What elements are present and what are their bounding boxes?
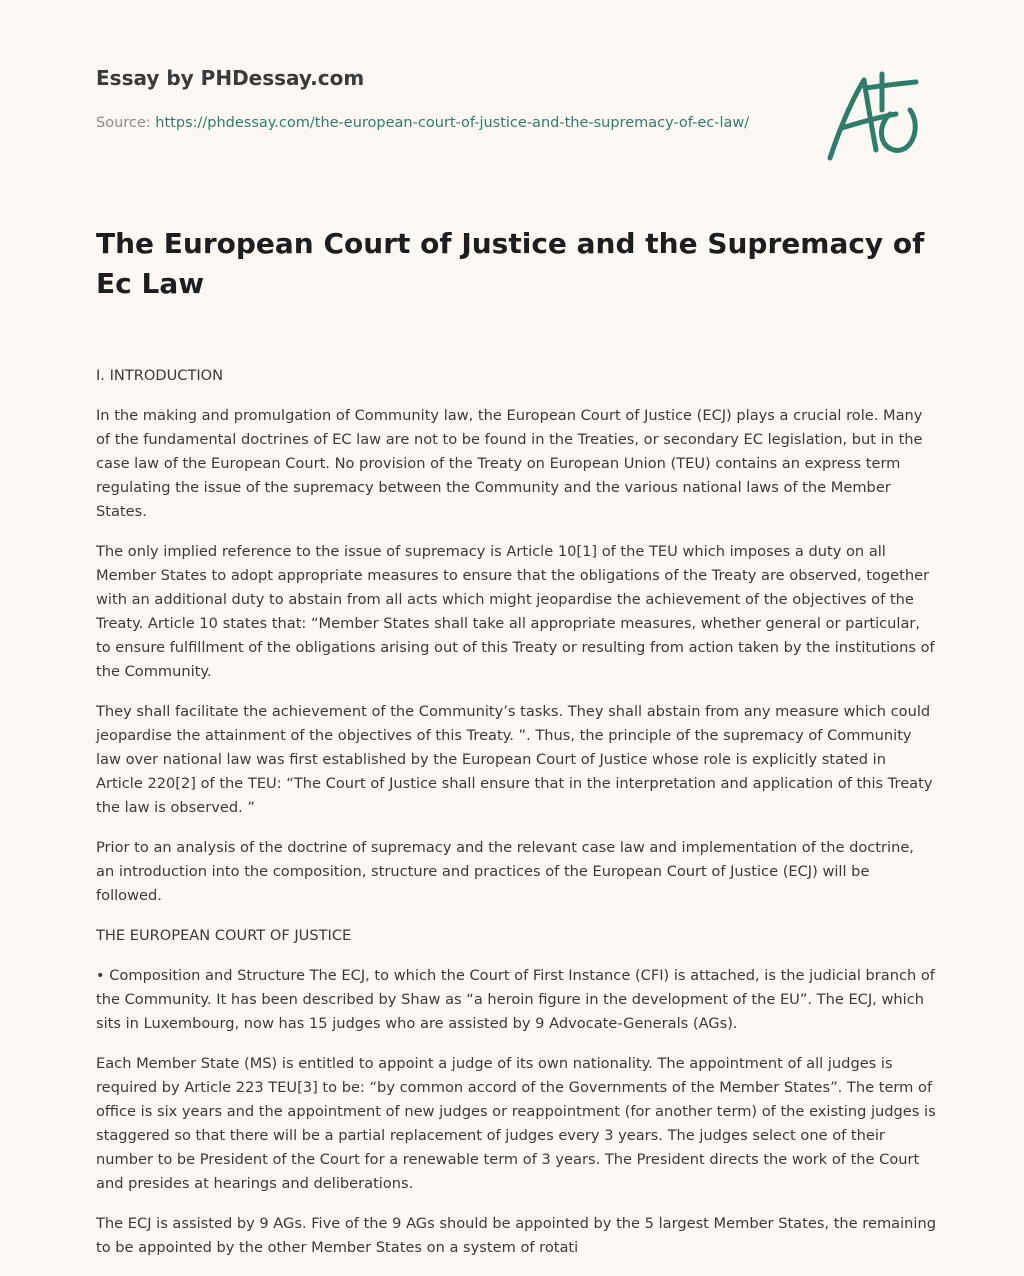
source-link[interactable]: https://phdessay.com/the-european-court-of-justice-and-the-supremacy-of-ec-law/ [155,115,750,131]
site-title: Essay by PHDessay.com [96,66,365,90]
paragraph: The only implied reference to the issue of supremacy is Article 10[1] of the TEU which imposes a duty on all Member States to adopt appropriate measures to ensure that the obligations of the Treaty are observed, together with an additional duty to abstain from all acts which might jeopardise the achievement of the objectives of the Treaty. Article 10 states that: “Member States shall take all appropriate measures, whether general or particular, to ensure fulfillment of the obligations arising out of this Treaty or resulting from action taken by the institutions of the Community. [96,543,935,680]
essay-title: The European Court of Justice and the Supremacy of Ec Law [96,227,925,300]
paragraph: • Composition and Structure The ECJ, to which the Court of First Instance (CFI) is attached, is the judicial branch of the Community. It has been described by Shaw as “a heroin figure in the development of the EU”. The ECJ, which sits in Luxembourg, now has 15 judges who are assisted by 9 Advocate-Generals (AGs). [96,967,935,1032]
section-heading-introduction: I. INTRODUCTION [96,367,224,384]
paragraph: Prior to an analysis of the doctrine of supremacy and the relevant case law and implementation of the doctrine, an introduction into the composition, structure and practices of the European Court of Justice (ECJ) will be followed. [96,839,914,904]
a-plus-logo-icon [818,66,930,168]
section-heading-ecj: THE EUROPEAN COURT OF JUSTICE [96,927,352,944]
source-line [96,112,756,134]
paragraph: They shall facilitate the achievement of the Community’s tasks. They shall abstain from any measure which could jeopardise the attainment of the objectives of this Treaty. ”. Thus, the principle of the supremacy of Community law over national law was first established by the European Court of Justice whose role is explicitly stated in Article 220[2] of the TEU: “The Court of Justice shall ensure that in the interpretation and application of this Treaty the law is observed. ” [96,703,933,816]
paragraph: In the making and promulgation of Community law, the European Court of Justice (ECJ) plays a crucial role. Many of the fundamental doctrines of EC law are not to be found in the Treaties, or secondary EC legislation, but in the case law of the European Court. No provision of the Treaty on European Union (TEU) contains an express term regulating the issue of the supremacy between the Community and the various national laws of the Member States. [96,407,923,520]
essay-body [96,364,936,1276]
source-label: Source: [96,115,156,131]
paragraph: The ECJ is assisted by 9 AGs. Five of the 9 AGs should be appointed by the 5 largest Member States, the remaining to be appointed by the other Member States on a system of rotati [96,1215,936,1256]
paragraph: Each Member State (MS) is entitled to appoint a judge of its own nationality. The appointment of all judges is required by Article 223 TEU[3] to be: “by common accord of the Governments of the Member States”. The term of office is six years and the appointment of new judges or reappointment (for another term) of the existing judges is staggered so that there will be a partial replacement of judges every 3 years. The judges select one of their number to be President of the Court for a renewable term of 3 years. The President directs the work of the Court and presides at hearings and deliberations. [96,1055,936,1192]
